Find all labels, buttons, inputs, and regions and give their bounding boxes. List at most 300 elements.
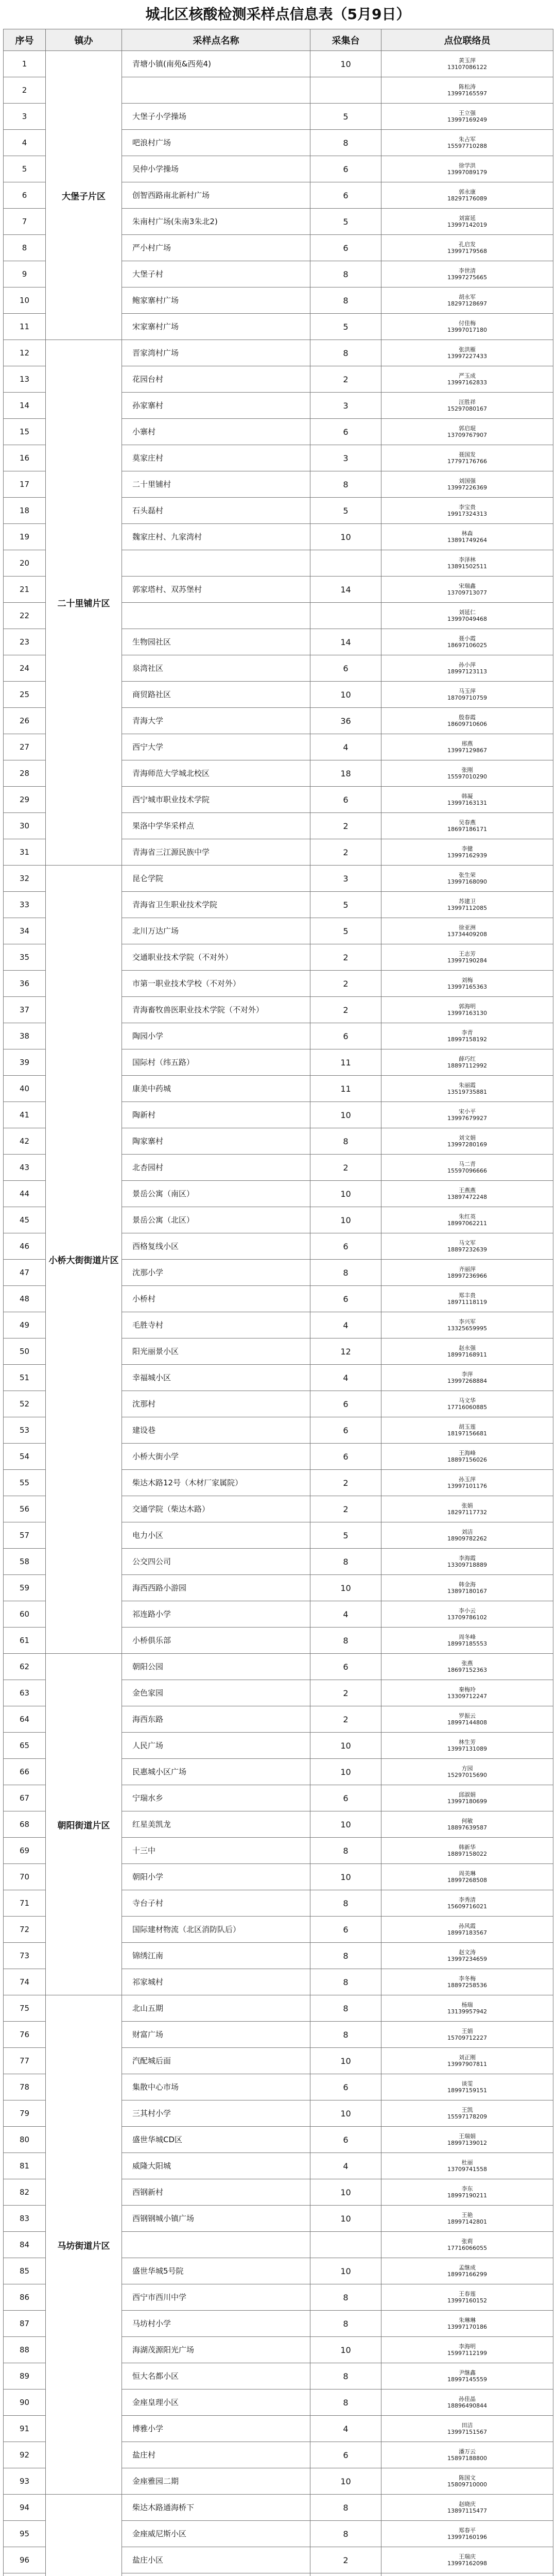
contact-name: 杨瑞 (461, 2002, 473, 2008)
sampling-point-name: 寺台子村 (122, 1890, 310, 1917)
contact-cell (381, 2232, 553, 2258)
row-index: 8 (4, 235, 46, 261)
contact-cell (381, 287, 553, 314)
station-count: 4 (310, 1365, 381, 1391)
row-index: 70 (4, 1864, 46, 1890)
contact-phone: 13997190284 (447, 957, 487, 964)
sampling-point-name: 严小村广场 (122, 235, 310, 261)
contact-phone: 18997159151 (447, 2087, 487, 2094)
row-index: 84 (4, 2232, 46, 2258)
contact-name: 吴春燕 (459, 819, 476, 826)
sampling-point-name: 汽配城后面 (122, 2048, 310, 2074)
sampling-point-name: 果洛中学华采样点 (122, 813, 310, 839)
contact-name: 李泽林 (459, 556, 476, 563)
row-index: 94 (4, 2495, 46, 2521)
station-count (310, 2232, 381, 2258)
street-group-cell: 朝阳街道片区 (46, 1654, 122, 1995)
contact-phone: 18997236966 (447, 1273, 487, 1279)
contact-cell (381, 209, 553, 235)
sampling-point-name: 幸福城小区 (122, 1365, 310, 1391)
contact-phone: 13997163131 (447, 800, 487, 806)
contact-name: 谈雯 (461, 2080, 473, 2087)
contact-cell (381, 2206, 553, 2232)
station-count (310, 603, 381, 629)
contact-name: 邢燕 (461, 740, 473, 747)
sampling-point-name: 北山五期 (122, 1995, 310, 2022)
contact-name: 邱淑娟 (459, 1791, 476, 1798)
table-row (4, 1654, 553, 1680)
contact-name: 郭永康 (459, 189, 476, 195)
contact-phone: 18297128697 (447, 300, 487, 307)
station-count: 8 (310, 2495, 381, 2521)
station-count: 10 (310, 524, 381, 550)
row-index: 31 (4, 839, 46, 866)
sampling-point-name: 石头磊村 (122, 498, 310, 524)
station-count: 10 (310, 1811, 381, 1838)
header-index: 序号 (4, 29, 46, 51)
sampling-point-name: 朝阳小学 (122, 1864, 310, 1890)
sampling-point-name: 鲍家寨村广场 (122, 287, 310, 314)
contact-name: 张刚 (461, 767, 473, 773)
contact-phone: 13897472248 (447, 1194, 487, 1200)
row-index: 95 (4, 2521, 46, 2547)
sampling-point-name: 威隆大阳城 (122, 2153, 310, 2179)
contact-name: 刘延仁 (459, 609, 476, 616)
contact-name: 郭启琨 (459, 425, 476, 432)
station-count: 4 (310, 1601, 381, 1628)
contact-name: 徐亚洲 (459, 924, 476, 931)
contact-cell (381, 1338, 553, 1365)
contact-name: 孔启发 (459, 241, 476, 248)
contact-cell (381, 2468, 553, 2495)
station-count: 4 (310, 2416, 381, 2442)
contact-name: 赵晓庆 (459, 2501, 476, 2507)
contact-name: 苏建卫 (459, 898, 476, 905)
row-index: 9 (4, 261, 46, 287)
contact-phone: 18971118119 (447, 1299, 487, 1306)
sampling-point-name (122, 2573, 310, 2576)
contact-name: 朱红英 (459, 1213, 476, 1220)
sampling-point-name: 盐庄村 (122, 2442, 310, 2468)
contact-phone: 18997144808 (447, 1719, 487, 1726)
sampling-point-name: 海西西路小游园 (122, 1575, 310, 1601)
contact-cell (381, 603, 553, 629)
street-group-cell: 小桥大街街道片区 (46, 866, 122, 1654)
row-index: 47 (4, 1260, 46, 1286)
station-count: 10 (310, 1181, 381, 1207)
row-index: 40 (4, 1076, 46, 1102)
contact-name: 杜丽 (461, 2159, 473, 2166)
street-group-cell: 马坊街道片区 (46, 1995, 122, 2495)
contact-name: 马文华 (459, 1397, 476, 1404)
station-count: 2 (310, 813, 381, 839)
contact-cell (381, 2258, 553, 2284)
sampling-point-name: 青海畜牧兽医职业技术学院（不对外） (122, 997, 310, 1023)
contact-name: 李小云 (459, 1607, 476, 1614)
contact-phone: 18897112992 (447, 1062, 487, 1069)
contact-phone: 18897156026 (447, 1456, 487, 1463)
contact-phone: 18997145559 (447, 2376, 487, 2383)
contact-cell (381, 577, 553, 603)
contact-cell (381, 1181, 553, 1207)
sampling-point-name: 柴达木路12号（木材厂家属院） (122, 1470, 310, 1496)
sampling-point-name: 民惠城小区广场 (122, 1759, 310, 1785)
row-index: 61 (4, 1628, 46, 1654)
contact-cell (381, 682, 553, 708)
contact-name: 张娟 (461, 1502, 473, 1509)
station-count: 8 (310, 1890, 381, 1917)
table-row (4, 340, 553, 366)
contact-name: 马玉萍 (459, 688, 476, 694)
contact-name: 朱琳琳 (459, 2317, 476, 2324)
sampling-point-name: 祁家城村 (122, 1969, 310, 1995)
station-count: 8 (310, 2363, 381, 2389)
sampling-point-name: 盐庄小区 (122, 2547, 310, 2573)
contact-name: 王瑞娟 (459, 2133, 476, 2140)
contact-phone: 18897158022 (447, 1851, 487, 1857)
contact-phone: 13997089179 (447, 169, 487, 176)
contact-name: 罗振云 (459, 1713, 476, 1719)
contact-cell (381, 1444, 553, 1470)
contact-cell (381, 1917, 553, 1943)
station-count: 5 (310, 1522, 381, 1549)
header-contact: 点位联络员 (381, 29, 553, 51)
contact-name: 胡永军 (459, 294, 476, 300)
contact-phone: 18697186171 (447, 826, 487, 833)
contact-name: 刘正刚 (459, 2054, 476, 2061)
table-row (4, 51, 553, 77)
sampling-point-name: 陶新村 (122, 1102, 310, 1128)
sampling-point-name: 西宁城市职业技术学院 (122, 787, 310, 813)
contact-phone: 13997151567 (447, 2429, 487, 2435)
sampling-point-name: 盛世华城5号院 (122, 2258, 310, 2284)
sampling-point-name: 马坊村小学 (122, 2311, 310, 2337)
contact-phone: 13897115477 (447, 2507, 487, 2514)
contact-phone: 15597096666 (447, 1167, 487, 1174)
contact-phone: 15597710288 (447, 143, 487, 149)
contact-cell (381, 2284, 553, 2311)
station-count: 4 (310, 1312, 381, 1338)
contact-phone: 13997275665 (447, 274, 487, 281)
sampling-point-name: 宋家寨村广场 (122, 314, 310, 340)
street-group-cell (46, 2495, 122, 2576)
row-index: 92 (4, 2442, 46, 2468)
contact-cell (381, 1628, 553, 1654)
sampling-point-name: 生物园社区 (122, 629, 310, 655)
row-index: 55 (4, 1470, 46, 1496)
sampling-point-name: 朝阳公园 (122, 1654, 310, 1680)
sampling-point-name: 金座皇理小区 (122, 2389, 310, 2416)
sampling-point-name: 创智西路南北新村广场 (122, 182, 310, 209)
sampling-point-name: 金座雅园二期 (122, 2468, 310, 2495)
contact-phone: 13709786102 (447, 1614, 487, 1621)
sampling-point-name: 青海大学 (122, 708, 310, 734)
contact-name: 李冬梅 (459, 1975, 476, 1982)
contact-phone: 18697106025 (447, 642, 487, 649)
station-count: 2 (310, 366, 381, 393)
contact-name: 付佳梅 (459, 320, 476, 327)
station-count: 3 (310, 866, 381, 892)
row-index: 25 (4, 682, 46, 708)
row-index: 71 (4, 1890, 46, 1917)
station-count: 3 (310, 393, 381, 419)
contact-name: 王志芳 (459, 951, 476, 957)
sampling-point-name: 金座威尼斯小区 (122, 2521, 310, 2547)
sampling-point-name: 阳光丽景小区 (122, 1338, 310, 1365)
contact-name: 朱丽霞 (459, 1082, 476, 1089)
sampling-point-name: 十三中 (122, 1838, 310, 1864)
contact-cell (381, 51, 553, 77)
station-count: 6 (310, 1654, 381, 1680)
contact-cell (381, 77, 553, 104)
contact-cell (381, 2048, 553, 2074)
contact-name: 汪胜祥 (459, 399, 476, 405)
contact-cell (381, 2100, 553, 2127)
sampling-point-name: 陶园小学 (122, 1023, 310, 1049)
contact-name: 孟继成 (459, 2264, 476, 2271)
contact-phone: 13997679927 (447, 1115, 487, 1122)
station-count: 6 (310, 2442, 381, 2468)
contact-name: 朱占军 (459, 136, 476, 143)
contact-phone: 15297015690 (447, 1772, 487, 1778)
row-index: 24 (4, 655, 46, 682)
sampling-point-name: 花园台村 (122, 366, 310, 393)
station-count: 5 (310, 104, 381, 130)
contact-name: 李萍 (461, 1371, 473, 1378)
contact-phone: 15997112199 (447, 2350, 487, 2357)
contact-phone: 13897180167 (447, 1588, 487, 1595)
contact-cell (381, 2389, 553, 2416)
contact-cell (381, 261, 553, 287)
contact-name: 马二青 (459, 1161, 476, 1167)
station-count: 5 (310, 209, 381, 235)
contact-phone: 13997112085 (447, 905, 487, 911)
contact-phone: 13997179568 (447, 248, 487, 255)
contact-name: 郑丰贵 (459, 1292, 476, 1299)
station-count: 10 (310, 1207, 381, 1233)
sampling-point-name (122, 77, 310, 104)
sampling-point-name (122, 550, 310, 577)
sampling-point-name: 吴仲小学操场 (122, 156, 310, 182)
contact-cell (381, 708, 553, 734)
row-index: 26 (4, 708, 46, 734)
contact-cell (381, 419, 553, 445)
sampling-point-name: 海湖茂源阳光广场 (122, 2337, 310, 2363)
contact-name: 林生芳 (459, 1739, 476, 1745)
sampling-point-name: 博雅小学 (122, 2416, 310, 2442)
row-index: 43 (4, 1155, 46, 1181)
contact-phone: 18897639587 (447, 1824, 487, 1831)
contact-name: 李青 (461, 1029, 473, 1036)
row-index: 59 (4, 1575, 46, 1601)
contact-name: 林森 (461, 530, 473, 537)
station-count: 6 (310, 1444, 381, 1470)
contact-name: 张生荣 (459, 872, 476, 878)
contact-cell (381, 1969, 553, 1995)
sampling-point-name: 公交四公司 (122, 1549, 310, 1575)
station-count: 6 (310, 1286, 381, 1312)
sampling-point-name: 西钢新村 (122, 2179, 310, 2206)
row-index: 32 (4, 866, 46, 892)
station-count: 10 (310, 1759, 381, 1785)
table-row (4, 866, 553, 892)
contact-phone: 18997142801 (447, 2218, 487, 2225)
contact-name: 王娟 (461, 2028, 473, 2035)
row-index: 85 (4, 2258, 46, 2284)
contact-phone: 13997227433 (447, 353, 487, 360)
sampling-point-name: 大堡子小学操场 (122, 104, 310, 130)
row-index: 10 (4, 287, 46, 314)
contact-phone: 13309712247 (447, 1693, 487, 1700)
contact-phone: 13997165363 (447, 984, 487, 990)
station-count: 36 (310, 708, 381, 734)
contact-phone: 18997268508 (447, 1877, 487, 1884)
row-index: 78 (4, 2074, 46, 2100)
contact-phone: 13997162833 (447, 379, 487, 386)
contact-cell (381, 2022, 553, 2048)
station-count: 8 (310, 1128, 381, 1155)
contact-name: 赵永强 (459, 1345, 476, 1351)
station-count: 6 (310, 156, 381, 182)
contact-cell (381, 340, 553, 366)
row-index: 44 (4, 1181, 46, 1207)
contact-cell (381, 314, 553, 340)
contact-phone: 17797176766 (447, 458, 487, 465)
station-count: 8 (310, 287, 381, 314)
row-index: 91 (4, 2416, 46, 2442)
contact-name: 刘梅 (461, 977, 473, 984)
contact-cell (381, 1076, 553, 1102)
station-count: 11 (310, 1049, 381, 1076)
contact-cell (381, 1811, 553, 1838)
contact-phone: 18609710606 (447, 721, 487, 727)
station-count: 14 (310, 629, 381, 655)
row-index: 6 (4, 182, 46, 209)
row-index: 51 (4, 1365, 46, 1391)
row-index: 21 (4, 577, 46, 603)
header-point-name: 采样点名称 (122, 29, 310, 51)
contact-cell (381, 971, 553, 997)
sampling-point-name: 国际建材物流（北区消防队后） (122, 1917, 310, 1943)
contact-cell (381, 2153, 553, 2179)
contact-phone: 13997131089 (447, 1745, 487, 1752)
contact-phone: 13997168090 (447, 878, 487, 885)
contact-cell (381, 182, 553, 209)
contact-cell (381, 2127, 553, 2153)
sampling-point-name: 西宁大学 (122, 734, 310, 760)
contact-name: 陈国文 (459, 2475, 476, 2481)
contact-name: 王立强 (459, 110, 476, 116)
station-count: 11 (310, 1076, 381, 1102)
contact-cell (381, 655, 553, 682)
contact-phone: 13997226369 (447, 484, 487, 491)
contact-name: 王海峰 (459, 1450, 476, 1456)
row-index (4, 2573, 46, 2576)
station-count: 5 (310, 314, 381, 340)
row-index: 11 (4, 314, 46, 340)
contact-phone: 18297117732 (447, 1509, 487, 1516)
contact-name: 刘富延 (459, 215, 476, 222)
row-index: 23 (4, 629, 46, 655)
contact-cell (381, 629, 553, 655)
contact-name: 李兴军 (459, 1318, 476, 1325)
station-count: 6 (310, 1233, 381, 1260)
station-count: 8 (310, 1995, 381, 2022)
contact-name: 张莉 (461, 2238, 473, 2245)
station-count (310, 550, 381, 577)
row-index: 20 (4, 550, 46, 577)
contact-name: 聂小霞 (459, 635, 476, 642)
sampling-point-name: 财富广场 (122, 2022, 310, 2048)
row-index: 74 (4, 1969, 46, 1995)
sampling-point-name: 国际村（纬五路） (122, 1049, 310, 1076)
contact-cell (381, 235, 553, 261)
sampling-point-name: 青海师范大学城北校区 (122, 760, 310, 787)
row-index: 13 (4, 366, 46, 393)
contact-cell (381, 1312, 553, 1338)
sampling-point-name: 红星美凯龙 (122, 1811, 310, 1838)
sampling-point-name: 三其村小学 (122, 2100, 310, 2127)
contact-name: 韩凝 (461, 793, 473, 800)
sampling-point-name: 朱南村广场(朱南3朱北2) (122, 209, 310, 235)
contact-phone: 13325659995 (447, 1325, 487, 1332)
contact-cell (381, 1549, 553, 1575)
sampling-point-name: 人民广场 (122, 1733, 310, 1759)
station-count: 2 (310, 839, 381, 866)
station-count: 2 (310, 1155, 381, 1181)
station-count: 10 (310, 1102, 381, 1128)
station-count: 10 (310, 2048, 381, 2074)
contact-phone: 13309718889 (447, 1562, 487, 1568)
row-index: 46 (4, 1233, 46, 1260)
contact-phone: 13997268884 (447, 1378, 487, 1384)
contact-cell (381, 524, 553, 550)
contact-cell (381, 1049, 553, 1076)
contact-cell (381, 2363, 553, 2389)
contact-phone: 18197156681 (447, 1430, 487, 1437)
contact-phone: 13997129867 (447, 747, 487, 754)
station-count (310, 77, 381, 104)
contact-cell (381, 366, 553, 393)
contact-name: 刘国强 (459, 478, 476, 484)
row-index: 89 (4, 2363, 46, 2389)
sampling-point-name (122, 603, 310, 629)
contact-phone: 13997907811 (447, 2061, 487, 2067)
contact-phone: 13734409208 (447, 931, 487, 938)
sampling-point-name: 商贸路社区 (122, 682, 310, 708)
contact-cell (381, 944, 553, 971)
contact-name: 黄玉萍 (459, 57, 476, 64)
sampling-point-name: 青海省卫生职业技术学院 (122, 892, 310, 918)
station-count (310, 2573, 381, 2576)
station-count: 10 (310, 2100, 381, 2127)
row-index: 93 (4, 2468, 46, 2495)
sampling-point-name: 沈那小学 (122, 1260, 310, 1286)
street-group-cell: 二十里铺片区 (46, 340, 122, 866)
sampling-point-name: 电力小区 (122, 1522, 310, 1549)
station-count: 6 (310, 787, 381, 813)
table-row (4, 1995, 553, 2022)
sampling-point-name: 西格复线小区 (122, 1233, 310, 1260)
sampling-point-name: 盛世华城CD区 (122, 2127, 310, 2153)
contact-name: 王瑞庆 (459, 2553, 476, 2560)
contact-name: 薛巧红 (459, 1056, 476, 1062)
station-count: 10 (310, 1864, 381, 1890)
row-index: 66 (4, 1759, 46, 1785)
contact-phone: 17716060885 (447, 1404, 487, 1411)
contact-cell (381, 2521, 553, 2547)
sampling-point-name: 莫家庄村 (122, 445, 310, 471)
